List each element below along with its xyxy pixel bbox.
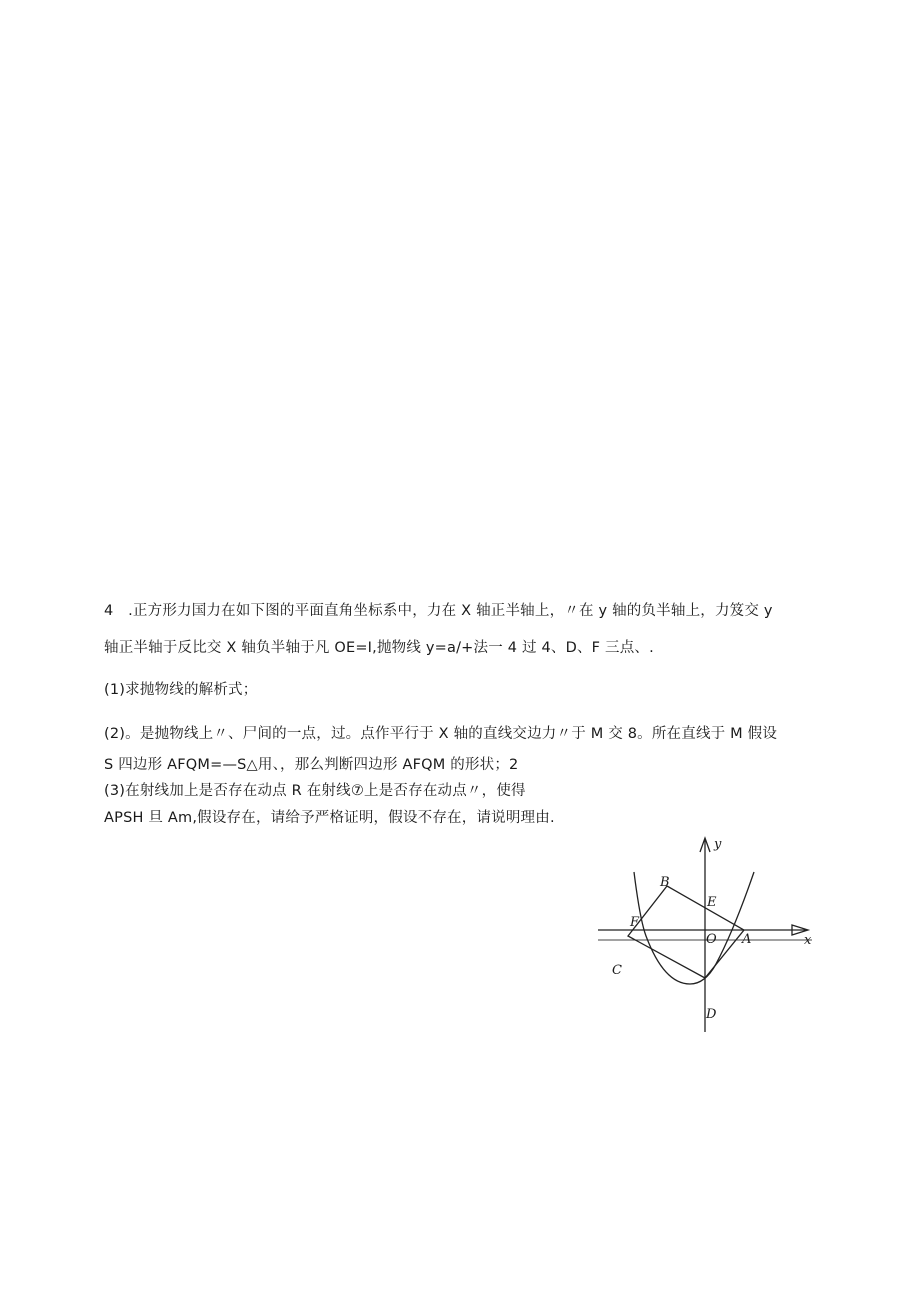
figure-svg xyxy=(594,832,824,1037)
label-c: C xyxy=(612,963,622,978)
coordinate-figure xyxy=(594,832,824,1037)
label-a: A xyxy=(742,932,752,947)
question-2-continued: S 四边形 AFQM=—S△用、，那么判断四边形 AFQM 的形状；2 xyxy=(104,757,519,773)
label-d: D xyxy=(706,1007,717,1022)
question-3: (3)在射线加上是否存在动点 R 在射线⑦上是否存在动点〃，使得 xyxy=(104,783,526,799)
question-3-continued: APSH 旦 Am,假设存在，请给予严格证明，假设不存在，请说明理由. xyxy=(104,810,555,826)
question-1: (1)求抛物线的解析式； xyxy=(104,682,258,698)
problem-line-1: 4 .正方形力国力在如下图的平面直角坐标系中，力在 X 轴正半轴上，〃在 y 轴的负半轴上，力笈交 y xyxy=(104,603,773,619)
label-e: E xyxy=(707,895,717,910)
parabola xyxy=(634,872,754,984)
label-b: B xyxy=(660,875,670,890)
label-x: x xyxy=(804,933,812,948)
label-f: F xyxy=(630,915,640,930)
problem-line-2: 轴正半轴于反比交 X 轴负半轴于凡 OE=I,抛物线 y=a∕+法一 4 过 4、D、F 三点、. xyxy=(104,640,654,656)
label-o: O xyxy=(706,932,717,947)
square-abcd xyxy=(628,886,744,978)
label-y: y xyxy=(714,837,722,852)
question-2: (2)。是抛物线上〃、尸间的一点，过。点作平行于 X 轴的直线交边力〃于 M 交 8。所在直线于 M 假设 xyxy=(104,726,778,742)
